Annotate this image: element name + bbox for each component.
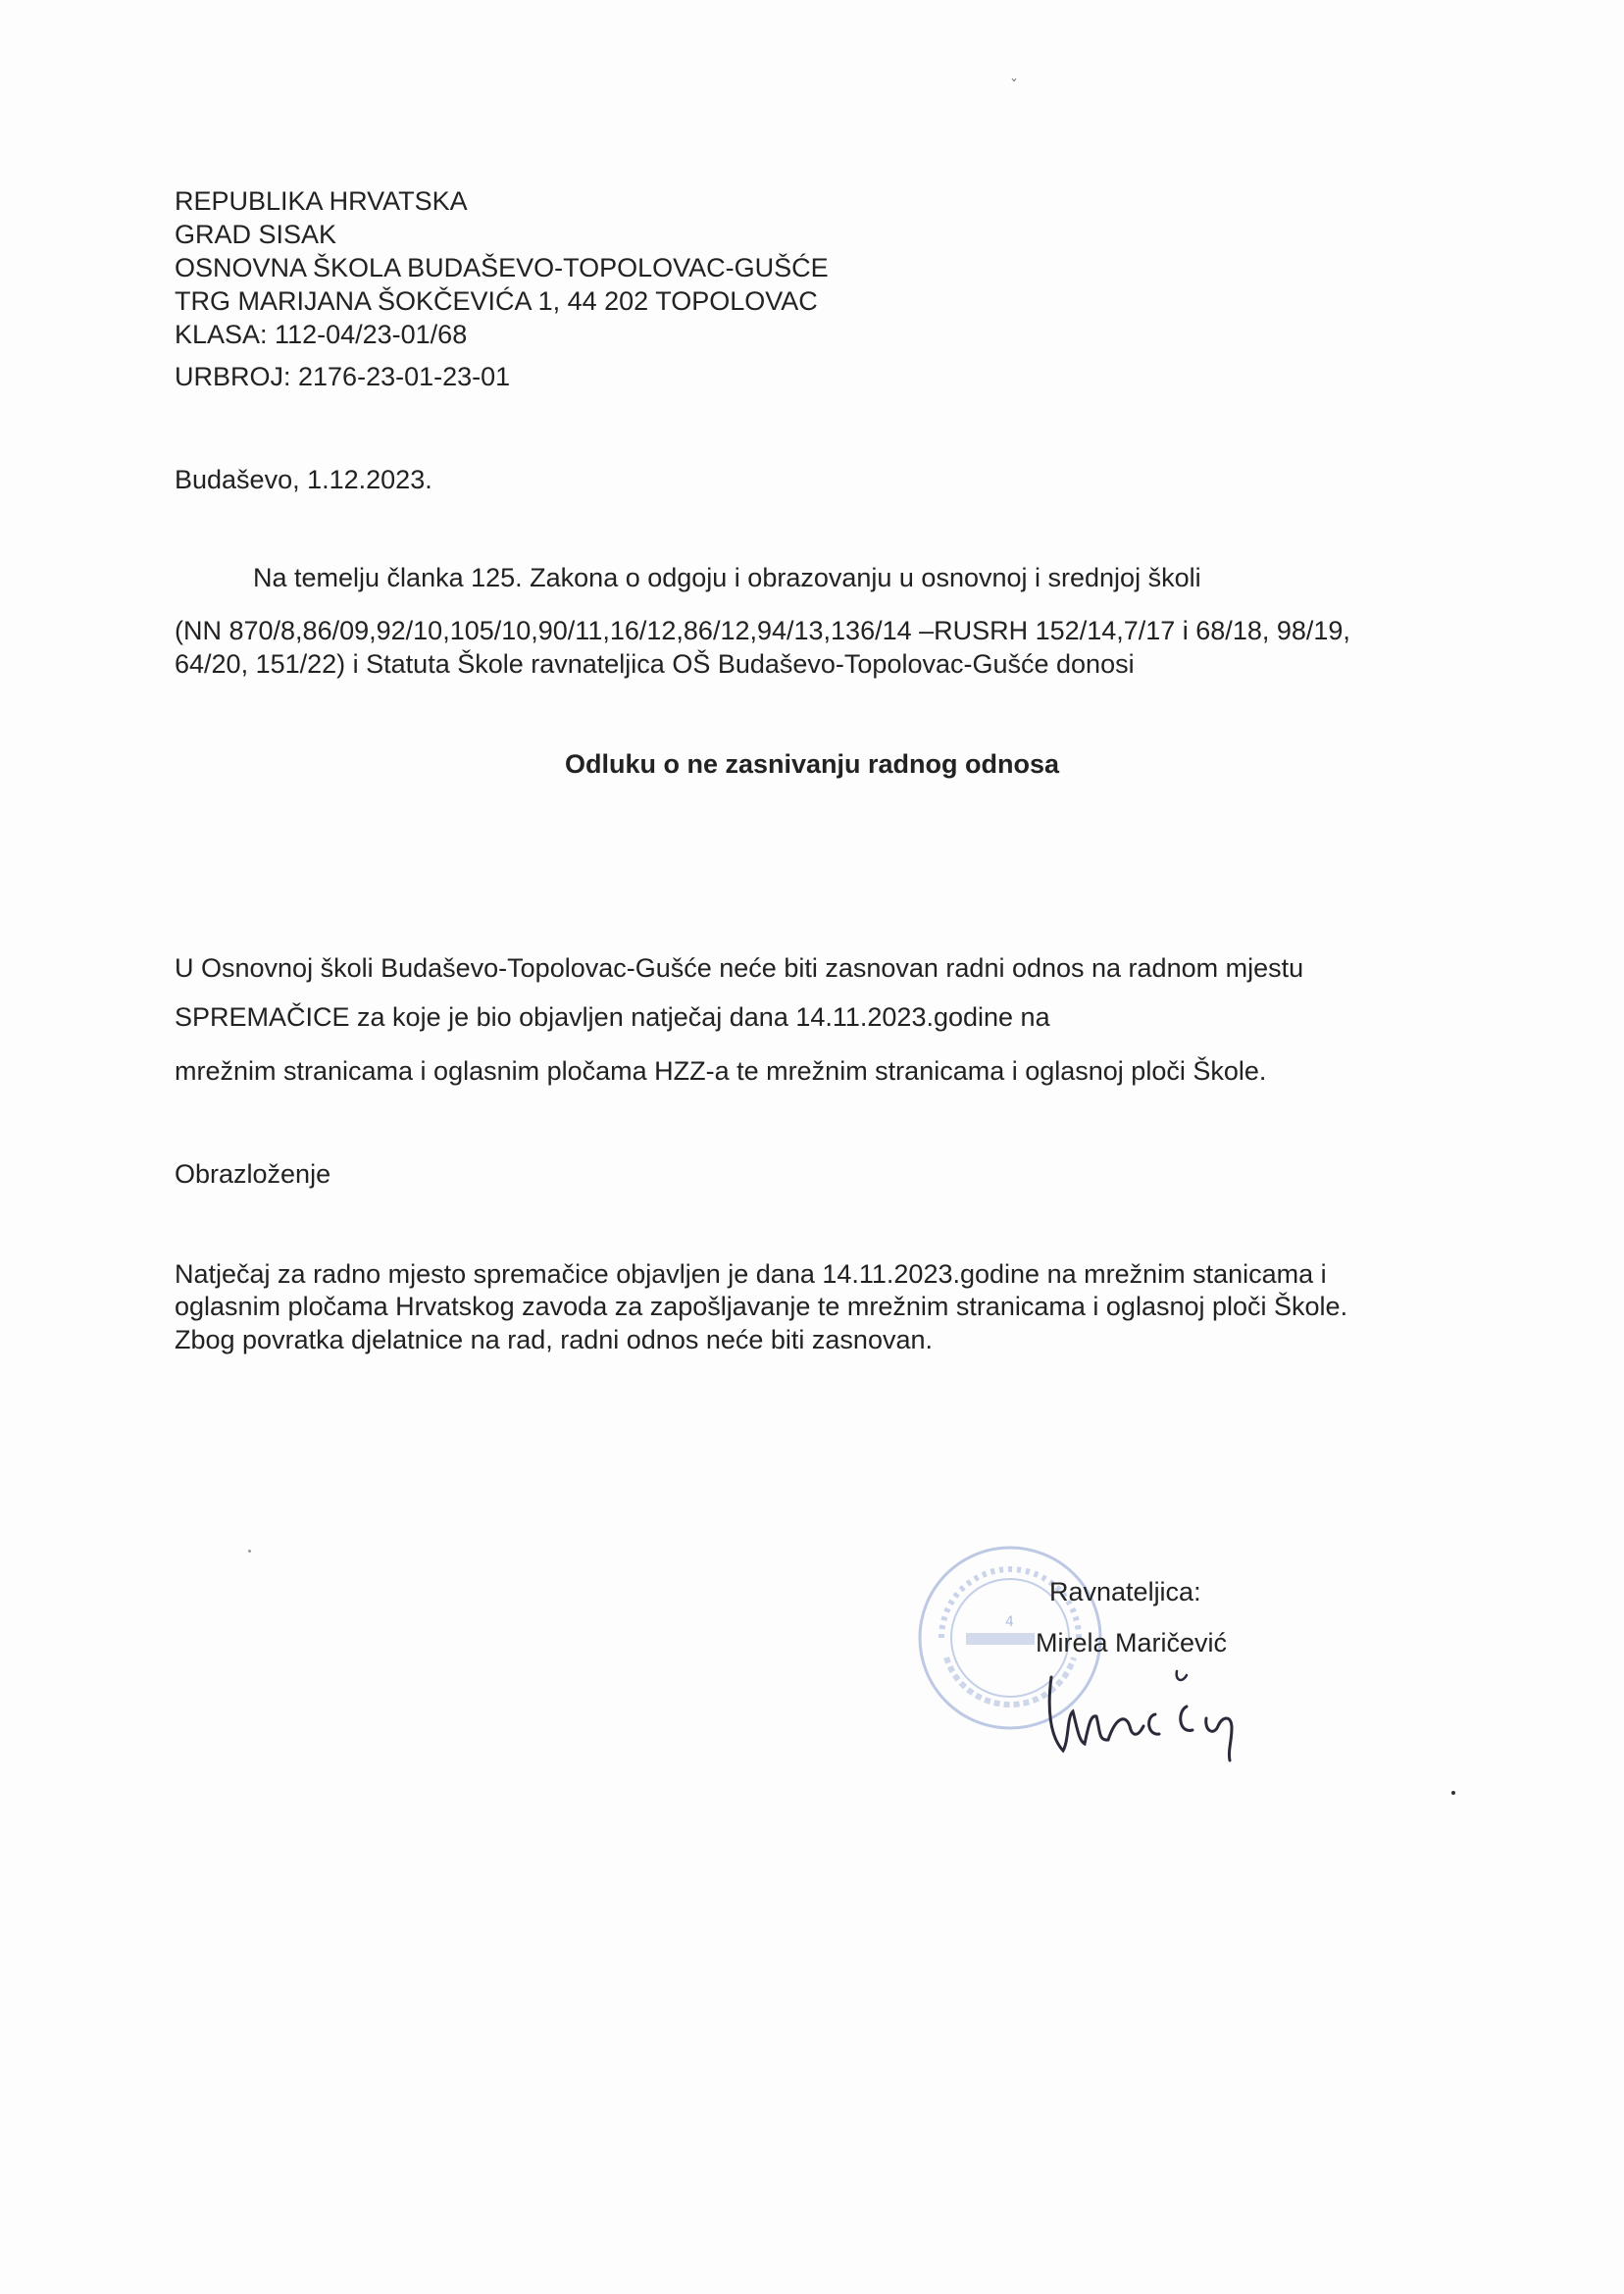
klasa-line: KLASA: 112-04/23-01/68: [175, 320, 468, 349]
signatory-role: Ravnateljica:: [1049, 1577, 1201, 1606]
body-line: SPREMAČICE za koje je bio objavljen natječaj dana 14.11.2023.godine na: [175, 1002, 1050, 1032]
svg-text:4: 4: [1005, 1614, 1014, 1630]
decision-title: Odluku o ne zasnivanju radnog odnosa: [564, 749, 1060, 779]
signatory-name: Mirela Maričević: [1036, 1628, 1228, 1657]
letterhead-line: GRAD SISAK: [175, 220, 337, 249]
letterhead-line: TRG MARIJANA ŠOKČEVIĆA 1, 44 202 TOPOLOVAC: [175, 286, 818, 316]
handwritten-signature: [1040, 1657, 1275, 1765]
body-line: mrežnim stranicama i oglasnim pločama HZZ-a te mrežnim stranicama i oglasnoj ploči Škole.: [175, 1056, 1267, 1086]
scan-speck: [1451, 1791, 1455, 1795]
explanation-heading: Obrazloženje: [175, 1159, 331, 1189]
letterhead: [175, 184, 829, 351]
scan-speck: [248, 1550, 251, 1553]
urbroj-line: URBROJ: 2176-23-01-23-01: [175, 362, 511, 391]
date-line: Budaševo, 1.12.2023.: [175, 465, 432, 494]
explanation-line: Natječaj za radno mjesto spremačice objavljen je dana 14.11.2023.godine na mrežnim stanicama i: [175, 1259, 1327, 1289]
explanation-line: oglasnim pločama Hrvatskog zavoda za zapošljavanje te mrežnim stranicama i oglasnoj ploči Škole.: [175, 1292, 1348, 1321]
letterhead-line: REPUBLIKA HRVATSKA: [175, 186, 468, 216]
explanation-line: Zbog povratka djelatnice na rad, radni odnos neće biti zasnovan.: [175, 1325, 933, 1354]
letterhead-line: OSNOVNA ŠKOLA BUDAŠEVO-TOPOLOVAC-GUŠĆE: [175, 253, 829, 282]
scan-mark: ˇ: [1010, 76, 1018, 95]
intro-line: (NN 870/8,86/09,92/10,105/10,90/11,16/12,86/12,94/13,136/14 –RUSRH 152/14,7/17 i 68/18, 98/19,: [175, 616, 1350, 645]
intro-line: Na temelju članka 125. Zakona o odgoju i obrazovanju u osnovnoj i srednjoj školi: [253, 563, 1201, 592]
intro-line: 64/20, 151/22) i Statuta Škole ravnateljica OŠ Budaševo-Topolovac-Gušće donosi: [175, 649, 1135, 679]
body-line: U Osnovnoj školi Budaševo-Topolovac-Gušće neće biti zasnovan radni odnos na radnom mjestu: [175, 953, 1304, 983]
